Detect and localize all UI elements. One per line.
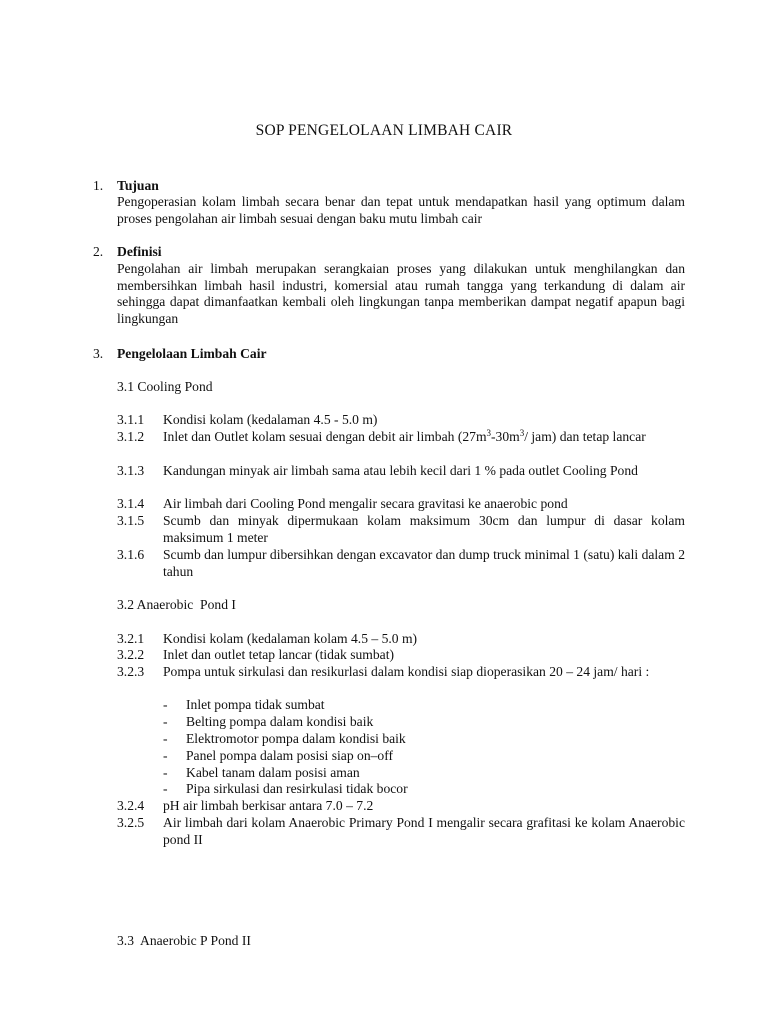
item-text: Kondisi kolam (kedalaman kolam 4.5 – 5.0 m): [163, 631, 418, 646]
subsection-heading-anaerobic-pond-1: 3.2 Anaerobic Pond I: [117, 597, 236, 612]
item-number: 3.1.3: [117, 463, 145, 478]
item-text: Kandungan minyak air limbah sama atau lebih kecil dari 1 % pada outlet Cooling Pond: [163, 463, 638, 478]
section-number: 2.: [93, 244, 104, 259]
bullet-text: Belting pompa dalam kondisi baik: [186, 714, 374, 729]
item-number: 3.2.5: [117, 815, 145, 830]
item-text: pH air limbah berkisar antara 7.0 – 7.2: [163, 798, 374, 813]
section-heading-tujuan: Tujuan: [117, 178, 159, 193]
item-text: Air limbah dari Cooling Pond mengalir secara gravitasi ke anaerobic pond: [163, 496, 568, 511]
item-text: Pompa untuk sirkulasi dan resikurlasi dalam kondisi siap dioperasikan 20 – 24 jam/ hari :: [163, 664, 650, 679]
item-number: 3.2.3: [117, 664, 145, 679]
item-number: 3.1.4: [117, 496, 145, 511]
bullet-text: Panel pompa dalam posisi siap on–off: [186, 748, 394, 763]
item-number: 3.2.2: [117, 647, 145, 662]
subsection-heading-anaerobic-pond-2: 3.3 Anaerobic P Pond II: [117, 933, 251, 948]
item-number: 3.1.6: [117, 547, 145, 562]
item-number: 3.1.2: [117, 429, 145, 444]
document-title: SOP PENGELOLAAN LIMBAH CAIR: [255, 122, 513, 139]
item-text: Inlet dan Outlet kolam sesuai dengan debit air limbah ($27m^3-30m^3/$ jam) dan tetap lancar: [163, 428, 646, 444]
item-number: 3.2.4: [117, 798, 145, 813]
section-text-definisi: Pengolahan air limbah merupakan serangkaian proses yang dilakukan untuk menghilangkan dan membersihkan limbah hasil industri, komersial atau rumah tangga yang terkandung di dalam air sehingga dapat dimanfaatkan kembali oleh lingkungan tanpa memberikan dampat negatif apapun bagi lingkungan: [117, 261, 685, 327]
bullet-text: Kabel tanam dalam posisi aman: [186, 765, 360, 780]
bullet-dash: -: [163, 748, 168, 763]
bullet-text: Inlet pompa tidak sumbat: [186, 697, 325, 712]
bullet-dash: -: [163, 714, 168, 729]
section-text-tujuan: Pengoperasian kolam limbah secara benar dan tepat untuk mendapatkan hasil yang optimum dalam proses pengolahan air limbah sesuai dengan baku mutu limbah cair: [117, 194, 685, 226]
item-text: Air limbah dari kolam Anaerobic Primary Pond I mengalir secara grafitasi ke kolam Anaerobic pond II: [163, 815, 685, 847]
section-heading-definisi: Definisi: [117, 244, 162, 259]
bullet-dash: -: [163, 781, 168, 796]
item-text: Scumb dan lumpur dibersihkan dengan excavator dan dump truck minimal 1 (satu) kali dalam 2 tahun: [163, 547, 685, 579]
section-number: 1.: [93, 178, 104, 193]
bullet-dash: -: [163, 697, 168, 712]
item-number: 3.1.1: [117, 412, 145, 427]
bullet-text: Pipa sirkulasi dan resirkulasi tidak bocor: [186, 781, 408, 796]
item-number: 3.1.5: [117, 513, 145, 528]
section-number: 3.: [93, 346, 104, 361]
bullet-text: Elektromotor pompa dalam kondisi baik: [186, 731, 406, 746]
item-text: Inlet dan outlet tetap lancar (tidak sumbat): [163, 647, 395, 662]
bullet-dash: -: [163, 765, 168, 780]
item-text: Scumb dan minyak dipermukaan kolam maksimum 30cm dan lumpur di dasar kolam maksimum 1 meter: [163, 513, 685, 545]
item-text: Kondisi kolam (kedalaman 4.5 - 5.0 m): [163, 412, 378, 427]
subsection-heading-cooling-pond: 3.1 Cooling Pond: [117, 379, 213, 394]
item-number: 3.2.1: [117, 631, 145, 646]
section-heading-pengelolaan: Pengelolaan Limbah Cair: [117, 346, 267, 361]
bullet-dash: -: [163, 731, 168, 746]
